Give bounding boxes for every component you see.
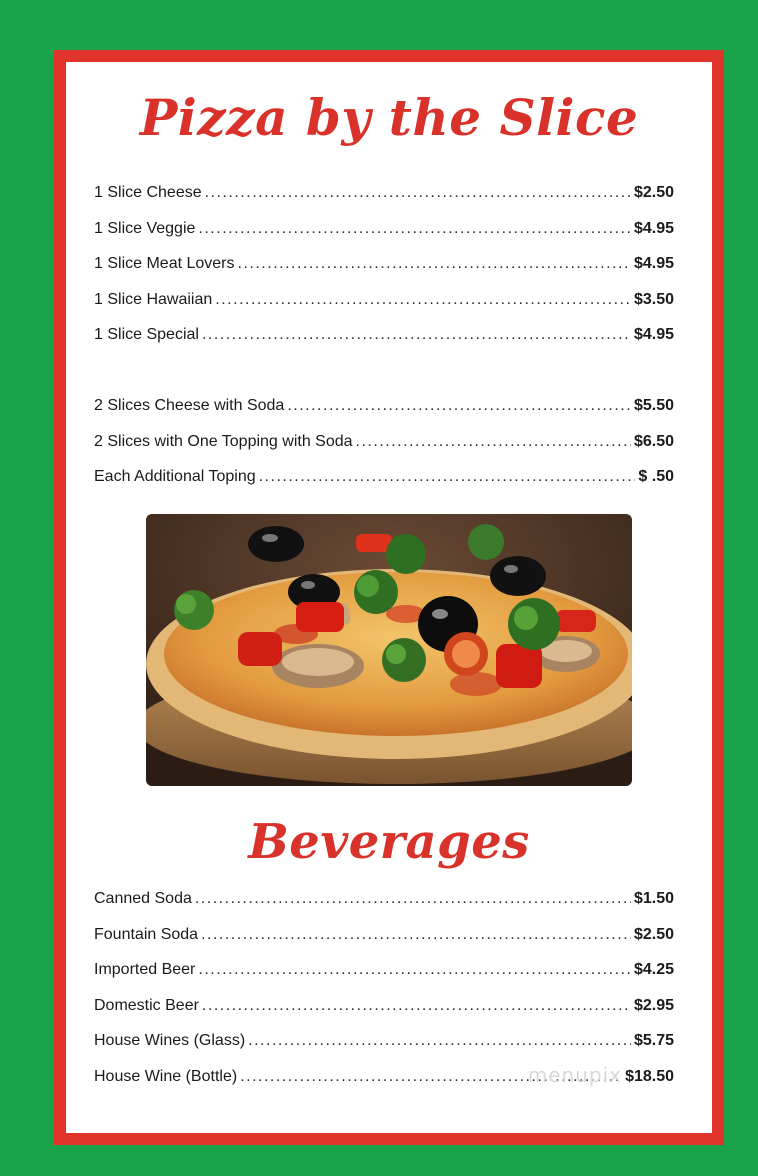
menu-item <box>94 220 674 256</box>
item-price: $4.95 <box>633 326 674 343</box>
menu-item <box>94 397 674 433</box>
pizza-photo <box>146 514 632 786</box>
item-name: Domestic Beer <box>94 996 199 1014</box>
menu-item <box>94 326 674 362</box>
combo-menu-list <box>94 397 674 504</box>
item-name: Imported Beer <box>94 961 196 978</box>
item-price: $4.95 <box>633 219 674 237</box>
item-price: $3.50 <box>633 290 674 308</box>
menu-item <box>94 926 674 962</box>
dot-leader <box>356 433 631 451</box>
item-price: $1.50 <box>633 890 674 907</box>
item-name: 1 Slice Hawaiian <box>94 290 213 308</box>
menu-item <box>94 433 674 469</box>
item-name: Fountain Soda <box>94 925 199 943</box>
menu-item <box>94 291 674 327</box>
dot-leader <box>198 220 631 238</box>
item-price: $4.25 <box>633 961 674 978</box>
dot-leader <box>215 291 631 309</box>
item-name: Canned Soda <box>94 890 192 907</box>
item-name: House Wine (Bottle) <box>94 1067 238 1085</box>
pizza-illustration <box>146 514 632 786</box>
item-price: $4.95 <box>633 255 674 272</box>
item-price: $2.50 <box>633 184 674 201</box>
item-price: $2.95 <box>633 996 674 1014</box>
item-name: 1 Slice Special <box>94 326 199 343</box>
item-name: Each Additional Toping <box>94 468 256 485</box>
item-name: 1 Slice Veggie <box>94 219 196 237</box>
item-name: 1 Slice Meat Lovers <box>94 255 235 272</box>
item-price: $5.50 <box>633 397 674 414</box>
dot-leader <box>201 926 631 944</box>
pizza-section-title: Pizza by the Slice <box>139 88 639 147</box>
dot-leader <box>205 184 631 202</box>
menu-item <box>94 468 674 504</box>
dot-leader <box>238 255 631 273</box>
dot-leader <box>259 468 636 486</box>
dot-leader <box>248 1032 631 1050</box>
item-name: 2 Slices with One Topping with Soda <box>94 432 353 450</box>
menu-item <box>94 255 674 291</box>
dot-leader <box>195 890 631 908</box>
item-price: $ .50 <box>638 468 674 485</box>
dot-leader <box>202 997 631 1015</box>
menu-frame <box>54 50 724 1145</box>
dot-leader <box>198 961 631 979</box>
item-price: $2.50 <box>633 925 674 943</box>
slice-menu-list <box>94 184 674 362</box>
item-price: $5.75 <box>633 1032 674 1049</box>
item-name: 1 Slice Cheese <box>94 184 202 201</box>
item-name: 2 Slices Cheese with Soda <box>94 397 285 414</box>
menu-item <box>94 184 674 220</box>
dot-leader <box>287 397 631 415</box>
menu-item <box>94 997 674 1033</box>
item-price: $6.50 <box>633 432 674 450</box>
watermark: menupix <box>527 1063 622 1087</box>
menu-card <box>66 62 712 1133</box>
menu-item <box>94 961 674 997</box>
beverages-section-title: Beverages <box>248 814 530 870</box>
item-name: House Wines (Glass) <box>94 1032 246 1049</box>
item-price: $18.50 <box>625 1067 674 1085</box>
menu-item <box>94 890 674 926</box>
dot-leader <box>202 326 631 344</box>
